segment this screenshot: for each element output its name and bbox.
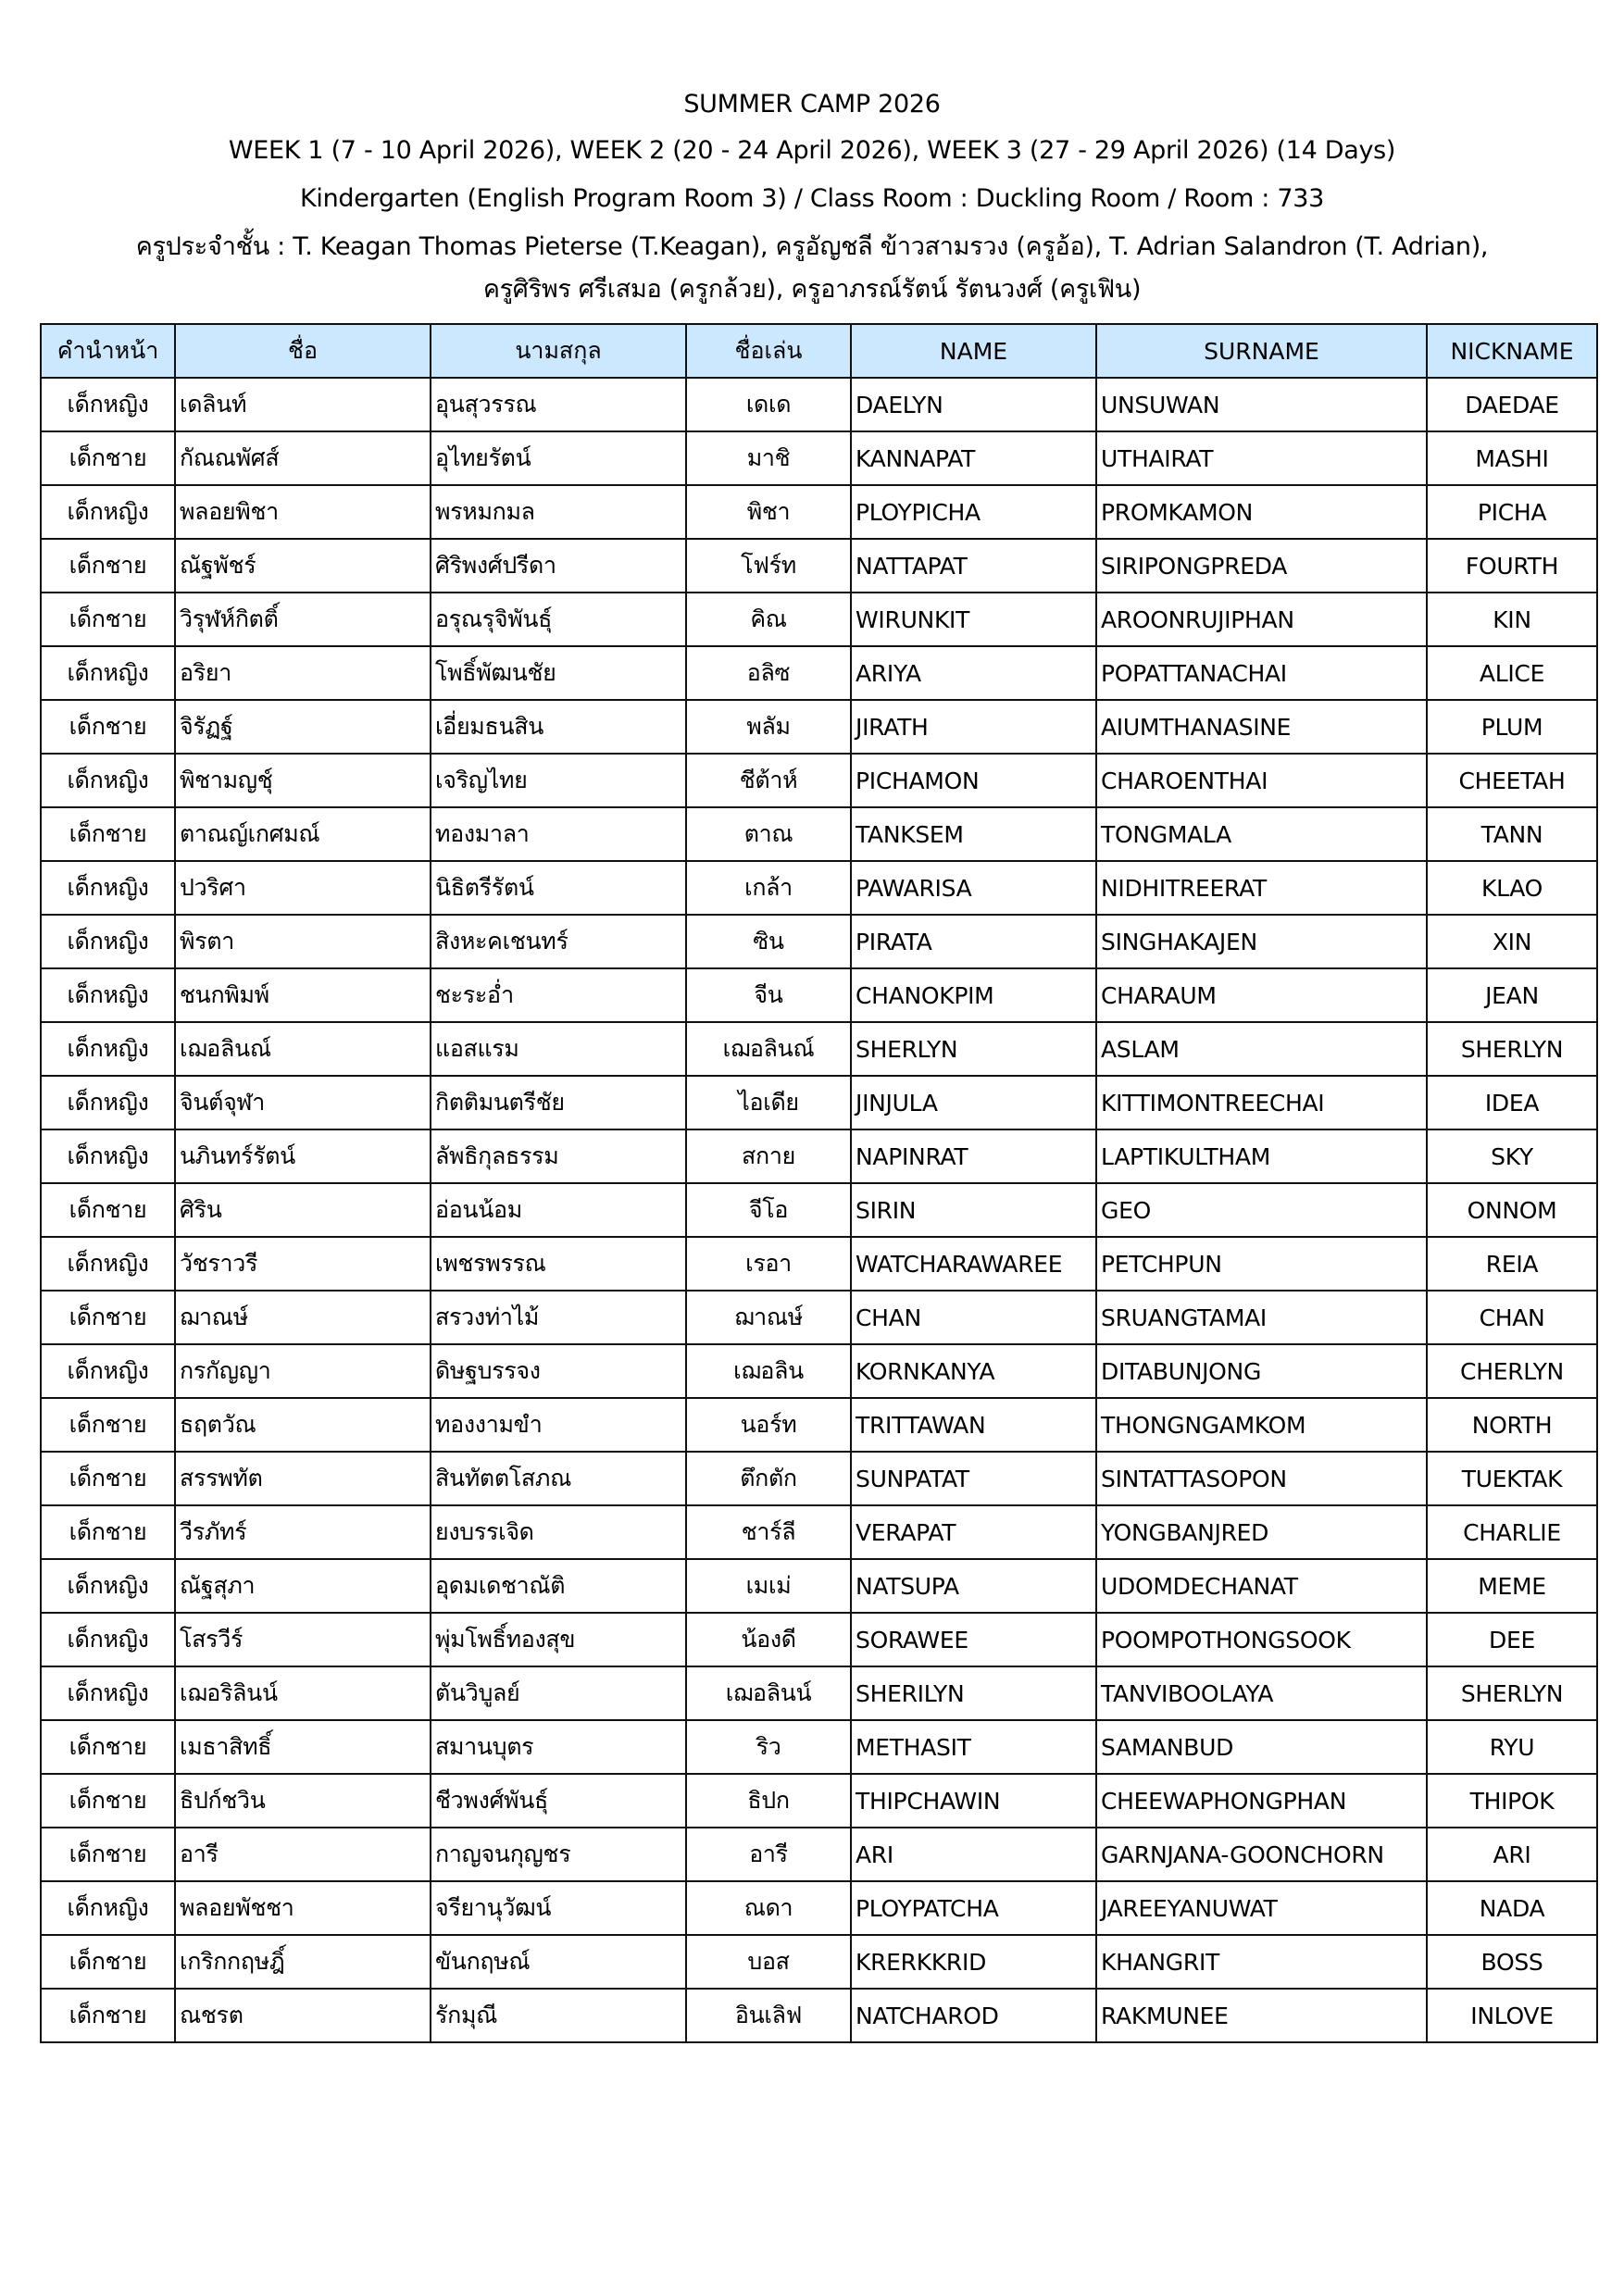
name-cell: WATCHARAWAREE: [851, 1237, 1096, 1291]
thai-surname-cell: พรหมกมล: [431, 485, 686, 539]
name-cell: NAPINRAT: [851, 1129, 1096, 1183]
surname-cell: SIRIPONGPREDA: [1096, 539, 1427, 593]
title-prefix-cell: เด็กหญิง: [41, 1076, 175, 1129]
name-cell: SUNPATAT: [851, 1452, 1096, 1505]
title-prefix-cell: เด็กหญิง: [41, 1559, 175, 1613]
nickname-cell: ONNOM: [1427, 1183, 1597, 1237]
thai-surname-cell: เอี่ยมธนสิน: [431, 700, 686, 754]
title-prefix-cell: เด็กชาย: [41, 1935, 175, 1989]
nickname-cell: CHARLIE: [1427, 1505, 1597, 1559]
thai-nickname-cell: ตาณ: [686, 807, 851, 861]
name-cell: PLOYPATCHA: [851, 1881, 1096, 1935]
nickname-cell: CHERLYN: [1427, 1344, 1597, 1398]
thai-nickname-cell: เฌอลินณ์: [686, 1022, 851, 1076]
table-row: [41, 1398, 1597, 1452]
thai-nickname-cell: จีโอ: [686, 1183, 851, 1237]
surname-cell: TANVIBOOLAYA: [1096, 1666, 1427, 1720]
title-prefix-cell: เด็กหญิง: [41, 1881, 175, 1935]
name-cell: JINJULA: [851, 1076, 1096, 1129]
table-row: [41, 1183, 1597, 1237]
nickname-cell: THIPOK: [1427, 1774, 1597, 1828]
nickname-cell: ALICE: [1427, 646, 1597, 700]
student-roster-table: [40, 323, 1598, 2043]
name-cell: METHASIT: [851, 1720, 1096, 1774]
name-cell: NATTAPAT: [851, 539, 1096, 593]
name-cell: SHERLYN: [851, 1022, 1096, 1076]
thai-first-name-cell: ตาณญ์เกศมณ์: [175, 807, 431, 861]
name-cell: PAWARISA: [851, 861, 1096, 915]
name-cell: KORNKANYA: [851, 1344, 1096, 1398]
thai-nickname-cell: เฌอลิน: [686, 1344, 851, 1398]
thai-surname-cell: ยงบรรเจิด: [431, 1505, 686, 1559]
column-header-name: NAME: [851, 324, 1096, 378]
thai-first-name-cell: พิชามญชุ์: [175, 754, 431, 807]
surname-cell: JAREEYANUWAT: [1096, 1881, 1427, 1935]
title-prefix-cell: เด็กชาย: [41, 1720, 175, 1774]
nickname-cell: JEAN: [1427, 968, 1597, 1022]
column-header-thai-nickname: ชื่อเล่น: [686, 324, 851, 378]
title-prefix-cell: เด็กหญิง: [41, 646, 175, 700]
table-row: [41, 968, 1597, 1022]
thai-surname-cell: เพชรพรรณ: [431, 1237, 686, 1291]
table-row: [41, 1022, 1597, 1076]
thai-first-name-cell: ณัฐพัชร์: [175, 539, 431, 593]
title-prefix-cell: เด็กชาย: [41, 1505, 175, 1559]
thai-surname-cell: ตันวิบูลย์: [431, 1666, 686, 1720]
table-row: [41, 1935, 1597, 1989]
thai-surname-cell: ขันกฤษณ์: [431, 1935, 686, 1989]
thai-nickname-cell: ชาร์ลี: [686, 1505, 851, 1559]
surname-cell: SINGHAKAJEN: [1096, 915, 1427, 968]
table-row: [41, 1989, 1597, 2042]
nickname-cell: DAEDAE: [1427, 378, 1597, 431]
table-row: [41, 1129, 1597, 1183]
thai-nickname-cell: จีน: [686, 968, 851, 1022]
thai-first-name-cell: ปวริศา: [175, 861, 431, 915]
title-prefix-cell: เด็กหญิง: [41, 1129, 175, 1183]
thai-first-name-cell: เดลินท์: [175, 378, 431, 431]
table-header-row: [41, 324, 1597, 378]
table-row: [41, 861, 1597, 915]
thai-first-name-cell: วิรุฬห์กิตติ์: [175, 593, 431, 646]
thai-surname-cell: ชีวพงศ์พันธุ์: [431, 1774, 686, 1828]
thai-surname-cell: สินทัตตโสภณ: [431, 1452, 686, 1505]
surname-cell: LAPTIKULTHAM: [1096, 1129, 1427, 1183]
thai-first-name-cell: ศิริน: [175, 1183, 431, 1237]
thai-surname-cell: ดิษฐบรรจง: [431, 1344, 686, 1398]
nickname-cell: RYU: [1427, 1720, 1597, 1774]
surname-cell: GARNJANA-GOONCHORN: [1096, 1828, 1427, 1881]
thai-surname-cell: ชะระอ่ำ: [431, 968, 686, 1022]
surname-cell: ASLAM: [1096, 1022, 1427, 1076]
table-row: [41, 539, 1597, 593]
nickname-cell: NORTH: [1427, 1398, 1597, 1452]
title-prefix-cell: เด็กหญิง: [41, 1613, 175, 1666]
thai-first-name-cell: พลอยพัชชา: [175, 1881, 431, 1935]
thai-nickname-cell: นอร์ท: [686, 1398, 851, 1452]
thai-first-name-cell: ฌาณษ์: [175, 1291, 431, 1344]
table-row: [41, 754, 1597, 807]
surname-cell: AROONRUJIPHAN: [1096, 593, 1427, 646]
thai-nickname-cell: ริว: [686, 1720, 851, 1774]
thai-surname-cell: รักมุณี: [431, 1989, 686, 2042]
name-cell: JIRATH: [851, 700, 1096, 754]
table-row: [41, 1881, 1597, 1935]
thai-surname-cell: เจริญไทย: [431, 754, 686, 807]
column-header-nickname: NICKNAME: [1427, 324, 1597, 378]
thai-nickname-cell: พลัม: [686, 700, 851, 754]
thai-nickname-cell: น้องดี: [686, 1613, 851, 1666]
thai-first-name-cell: วัชราวรี: [175, 1237, 431, 1291]
table-row: [41, 915, 1597, 968]
nickname-cell: CHEETAH: [1427, 754, 1597, 807]
thai-surname-cell: อรุณรุจิพันธุ์: [431, 593, 686, 646]
title-prefix-cell: เด็กหญิง: [41, 485, 175, 539]
title-prefix-cell: เด็กชาย: [41, 1774, 175, 1828]
table-row: [41, 1505, 1597, 1559]
name-cell: TRITTAWAN: [851, 1398, 1096, 1452]
surname-cell: YONGBANJRED: [1096, 1505, 1427, 1559]
thai-surname-cell: โพธิ์พัฒนชัย: [431, 646, 686, 700]
thai-first-name-cell: อารี: [175, 1828, 431, 1881]
title-prefix-cell: เด็กชาย: [41, 1452, 175, 1505]
title-prefix-cell: เด็กชาย: [41, 539, 175, 593]
surname-cell: CHARAUM: [1096, 968, 1427, 1022]
thai-nickname-cell: บอส: [686, 1935, 851, 1989]
surname-cell: SINTATTASOPON: [1096, 1452, 1427, 1505]
title-prefix-cell: เด็กชาย: [41, 1828, 175, 1881]
surname-cell: POPATTANACHAI: [1096, 646, 1427, 700]
nickname-cell: PICHA: [1427, 485, 1597, 539]
nickname-cell: INLOVE: [1427, 1989, 1597, 2042]
nickname-cell: PLUM: [1427, 700, 1597, 754]
column-header-surname: SURNAME: [1096, 324, 1427, 378]
thai-surname-cell: สรวงท่าไม้: [431, 1291, 686, 1344]
title-prefix-cell: เด็กหญิง: [41, 1344, 175, 1398]
thai-surname-cell: สิงหะคเชนทร์: [431, 915, 686, 968]
thai-first-name-cell: เฌอริลินน์: [175, 1666, 431, 1720]
table-row: [41, 431, 1597, 485]
surname-cell: TONGMALA: [1096, 807, 1427, 861]
thai-surname-cell: แอสแรม: [431, 1022, 686, 1076]
thai-first-name-cell: ธิปก์ชวิน: [175, 1774, 431, 1828]
table-row: [41, 1666, 1597, 1720]
table-row: [41, 1720, 1597, 1774]
thai-first-name-cell: ณัฐสุภา: [175, 1559, 431, 1613]
surname-cell: CHAROENTHAI: [1096, 754, 1427, 807]
table-row: [41, 1613, 1597, 1666]
table-row: [41, 1344, 1597, 1398]
column-header-title-prefix: คำนำหน้า: [41, 324, 175, 378]
table-row: [41, 378, 1597, 431]
thai-surname-cell: กิตติมนตรีชัย: [431, 1076, 686, 1129]
thai-surname-cell: กาญจนกุญชร: [431, 1828, 686, 1881]
thai-nickname-cell: ธิปก: [686, 1774, 851, 1828]
title-prefix-cell: เด็กชาย: [41, 431, 175, 485]
thai-nickname-cell: เมเม่: [686, 1559, 851, 1613]
surname-cell: DITABUNJONG: [1096, 1344, 1427, 1398]
thai-surname-cell: ทองมาลา: [431, 807, 686, 861]
nickname-cell: CHAN: [1427, 1291, 1597, 1344]
thai-first-name-cell: อริยา: [175, 646, 431, 700]
thai-surname-cell: นิธิตรีรัตน์: [431, 861, 686, 915]
thai-first-name-cell: ณชรต: [175, 1989, 431, 2042]
nickname-cell: NADA: [1427, 1881, 1597, 1935]
table-row: [41, 485, 1597, 539]
name-cell: PIRATA: [851, 915, 1096, 968]
thai-surname-cell: ศิริพงศ์ปรีดา: [431, 539, 686, 593]
title-prefix-cell: เด็กหญิง: [41, 861, 175, 915]
nickname-cell: BOSS: [1427, 1935, 1597, 1989]
thai-first-name-cell: จินต์จุฬา: [175, 1076, 431, 1129]
thai-nickname-cell: ซิน: [686, 915, 851, 968]
table-row: [41, 1291, 1597, 1344]
name-cell: PLOYPICHA: [851, 485, 1096, 539]
thai-surname-cell: พุ่มโพธิ์ทองสุข: [431, 1613, 686, 1666]
title-prefix-cell: เด็กชาย: [41, 807, 175, 861]
document-title: SUMMER CAMP 2026: [683, 90, 941, 119]
thai-first-name-cell: พิรตา: [175, 915, 431, 968]
class-info: Kindergarten (English Program Room 3) / Class Room : Duckling Room / Room : 733: [299, 184, 1325, 213]
thai-first-name-cell: โสรวีร์: [175, 1613, 431, 1666]
surname-cell: CHEEWAPHONGPHAN: [1096, 1774, 1427, 1828]
table-row: [41, 593, 1597, 646]
thai-nickname-cell: ไอเดีย: [686, 1076, 851, 1129]
title-prefix-cell: เด็กหญิง: [41, 1666, 175, 1720]
surname-cell: RAKMUNEE: [1096, 1989, 1427, 2042]
name-cell: VERAPAT: [851, 1505, 1096, 1559]
surname-cell: PROMKAMON: [1096, 485, 1427, 539]
week-schedule: WEEK 1 (7 - 10 April 2026), WEEK 2 (20 - 24 April 2026), WEEK 3 (27 - 29 April 2026) (14 Days): [228, 136, 1396, 165]
table-body: [41, 378, 1597, 2042]
thai-surname-cell: อุนสุวรรณ: [431, 378, 686, 431]
nickname-cell: KLAO: [1427, 861, 1597, 915]
homeroom-teachers-line-1: ครูประจำชั้น : T. Keagan Thomas Pieterse (T.Keagan), ครูอัญชลี ข้าวสามรวง (ครูอ้อ), T. Adrian Salandron (T. Adrian),: [135, 232, 1489, 261]
table-row: [41, 1774, 1597, 1828]
nickname-cell: FOURTH: [1427, 539, 1597, 593]
surname-cell: SRUANGTAMAI: [1096, 1291, 1427, 1344]
name-cell: ARIYA: [851, 646, 1096, 700]
surname-cell: UTHAIRAT: [1096, 431, 1427, 485]
title-prefix-cell: เด็กชาย: [41, 1183, 175, 1237]
title-prefix-cell: เด็กชาย: [41, 700, 175, 754]
thai-nickname-cell: โฟร์ท: [686, 539, 851, 593]
table-row: [41, 1828, 1597, 1881]
thai-nickname-cell: ฌาณษ์: [686, 1291, 851, 1344]
name-cell: SORAWEE: [851, 1613, 1096, 1666]
column-header-thai-surname: นามสกุล: [431, 324, 686, 378]
thai-first-name-cell: กัณณพัศส์: [175, 431, 431, 485]
surname-cell: PETCHPUN: [1096, 1237, 1427, 1291]
title-prefix-cell: เด็กหญิง: [41, 1022, 175, 1076]
surname-cell: UNSUWAN: [1096, 378, 1427, 431]
thai-nickname-cell: พิชา: [686, 485, 851, 539]
nickname-cell: KIN: [1427, 593, 1597, 646]
thai-nickname-cell: มาชิ: [686, 431, 851, 485]
name-cell: KRERKKRID: [851, 1935, 1096, 1989]
name-cell: SHERILYN: [851, 1666, 1096, 1720]
nickname-cell: XIN: [1427, 915, 1597, 968]
nickname-cell: DEE: [1427, 1613, 1597, 1666]
column-header-thai-first-name: ชื่อ: [175, 324, 431, 378]
title-prefix-cell: เด็กชาย: [41, 1398, 175, 1452]
nickname-cell: SHERLYN: [1427, 1022, 1597, 1076]
thai-nickname-cell: เรอา: [686, 1237, 851, 1291]
name-cell: ARI: [851, 1828, 1096, 1881]
thai-first-name-cell: กรกัญญา: [175, 1344, 431, 1398]
thai-first-name-cell: วีรภัทร์: [175, 1505, 431, 1559]
thai-surname-cell: จรียานุวัฒน์: [431, 1881, 686, 1935]
title-prefix-cell: เด็กชาย: [41, 1291, 175, 1344]
table-row: [41, 700, 1597, 754]
thai-nickname-cell: สกาย: [686, 1129, 851, 1183]
thai-nickname-cell: อารี: [686, 1828, 851, 1881]
surname-cell: UDOMDECHANAT: [1096, 1559, 1427, 1613]
nickname-cell: ARI: [1427, 1828, 1597, 1881]
thai-surname-cell: ทองงามขำ: [431, 1398, 686, 1452]
thai-nickname-cell: ณดา: [686, 1881, 851, 1935]
name-cell: SIRIN: [851, 1183, 1096, 1237]
title-prefix-cell: เด็กชาย: [41, 1989, 175, 2042]
table-row: [41, 1559, 1597, 1613]
title-prefix-cell: เด็กหญิง: [41, 378, 175, 431]
thai-first-name-cell: จิรัฏฐ์: [175, 700, 431, 754]
thai-nickname-cell: ตึกตัก: [686, 1452, 851, 1505]
name-cell: DAELYN: [851, 378, 1096, 431]
title-prefix-cell: เด็กหญิง: [41, 968, 175, 1022]
thai-first-name-cell: พลอยพิชา: [175, 485, 431, 539]
thai-first-name-cell: เมธาสิทธิ์: [175, 1720, 431, 1774]
table-row: [41, 1452, 1597, 1505]
name-cell: CHAN: [851, 1291, 1096, 1344]
thai-first-name-cell: ชนกพิมพ์: [175, 968, 431, 1022]
name-cell: THIPCHAWIN: [851, 1774, 1096, 1828]
nickname-cell: MEME: [1427, 1559, 1597, 1613]
surname-cell: THONGNGAMKOM: [1096, 1398, 1427, 1452]
thai-nickname-cell: อินเลิฟ: [686, 1989, 851, 2042]
thai-nickname-cell: คิณ: [686, 593, 851, 646]
thai-nickname-cell: เดเด: [686, 378, 851, 431]
surname-cell: AIUMTHANASINE: [1096, 700, 1427, 754]
thai-surname-cell: อุไทยรัตน์: [431, 431, 686, 485]
thai-nickname-cell: ชีต้าห์: [686, 754, 851, 807]
surname-cell: NIDHITREERAT: [1096, 861, 1427, 915]
thai-surname-cell: อุดมเดชาณัติ: [431, 1559, 686, 1613]
thai-first-name-cell: สรรพทัต: [175, 1452, 431, 1505]
table-row: [41, 807, 1597, 861]
thai-nickname-cell: เกล้า: [686, 861, 851, 915]
thai-surname-cell: สมานบุตร: [431, 1720, 686, 1774]
name-cell: KANNAPAT: [851, 431, 1096, 485]
thai-first-name-cell: ธฤตวัณ: [175, 1398, 431, 1452]
nickname-cell: TANN: [1427, 807, 1597, 861]
thai-surname-cell: อ่อนน้อม: [431, 1183, 686, 1237]
thai-surname-cell: ลัพธิกุลธรรม: [431, 1129, 686, 1183]
name-cell: TANKSEM: [851, 807, 1096, 861]
title-prefix-cell: เด็กหญิง: [41, 915, 175, 968]
surname-cell: GEO: [1096, 1183, 1427, 1237]
homeroom-teachers-line-2: ครูศิริพร ศรีเสมอ (ครูกล้วย), ครูอาภรณ์รัตน์ รัตนวงศ์ (ครูเฟิน): [482, 275, 1142, 304]
nickname-cell: SKY: [1427, 1129, 1597, 1183]
surname-cell: POOMPOTHONGSOOK: [1096, 1613, 1427, 1666]
surname-cell: KHANGRIT: [1096, 1935, 1427, 1989]
surname-cell: KITTIMONTREECHAI: [1096, 1076, 1427, 1129]
surname-cell: SAMANBUD: [1096, 1720, 1427, 1774]
nickname-cell: MASHI: [1427, 431, 1597, 485]
name-cell: NATCHAROD: [851, 1989, 1096, 2042]
thai-nickname-cell: อลิซ: [686, 646, 851, 700]
nickname-cell: REIA: [1427, 1237, 1597, 1291]
name-cell: NATSUPA: [851, 1559, 1096, 1613]
table-row: [41, 646, 1597, 700]
thai-first-name-cell: นภินทร์รัตน์: [175, 1129, 431, 1183]
title-prefix-cell: เด็กหญิง: [41, 754, 175, 807]
name-cell: CHANOKPIM: [851, 968, 1096, 1022]
title-prefix-cell: เด็กหญิง: [41, 1237, 175, 1291]
nickname-cell: IDEA: [1427, 1076, 1597, 1129]
name-cell: WIRUNKIT: [851, 593, 1096, 646]
table-row: [41, 1076, 1597, 1129]
thai-first-name-cell: เฌอลินณ์: [175, 1022, 431, 1076]
nickname-cell: TUEKTAK: [1427, 1452, 1597, 1505]
thai-first-name-cell: เกริกกฤษฎิ์: [175, 1935, 431, 1989]
thai-nickname-cell: เฌอลินน์: [686, 1666, 851, 1720]
table-row: [41, 1237, 1597, 1291]
title-prefix-cell: เด็กชาย: [41, 593, 175, 646]
name-cell: PICHAMON: [851, 754, 1096, 807]
nickname-cell: SHERLYN: [1427, 1666, 1597, 1720]
